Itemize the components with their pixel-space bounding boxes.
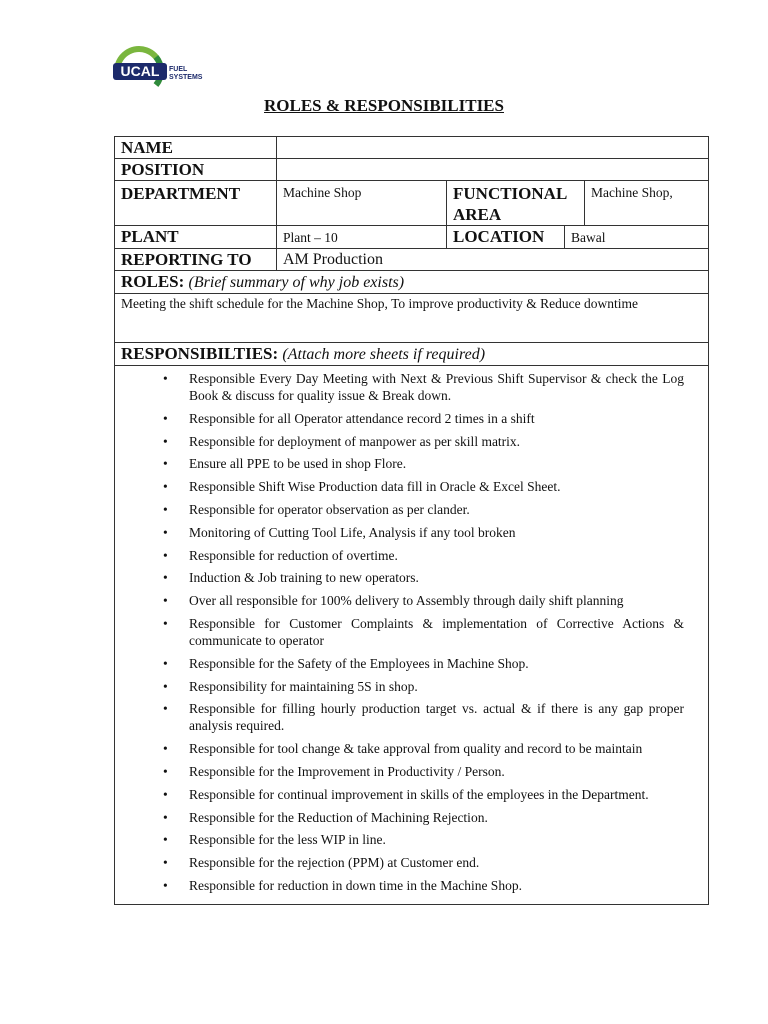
responsibility-text: Induction & Job training to new operators. xyxy=(189,570,419,586)
bullet-icon: • xyxy=(163,501,168,517)
responsibility-text: Responsible for filling hourly production target vs. actual & if there is any gap proper analysis required. xyxy=(189,701,684,734)
location-label: LOCATION xyxy=(447,226,565,249)
responsibility-item xyxy=(163,615,684,649)
responsibility-item xyxy=(163,455,684,472)
bullet-icon: • xyxy=(163,433,168,449)
roles-summary: Meeting the shift schedule for the Machine Shop, To improve productivity & Reduce downtime xyxy=(115,294,709,343)
responsibility-item xyxy=(163,478,684,495)
company-logo xyxy=(112,45,207,97)
responsibility-text: Ensure all PPE to be used in shop Flore. xyxy=(189,456,407,472)
responsibility-text: Responsible for continual improvement in skills of the employees in the Department. xyxy=(189,786,649,802)
department-value: Machine Shop xyxy=(277,181,447,226)
responsibility-text: Monitoring of Cutting Tool Life, Analysis if any tool broken xyxy=(189,524,516,540)
responsibility-text: Responsible for the Safety of the Employees in Machine Shop. xyxy=(189,655,529,671)
functional-area-label: FUNCTIONAL AREA xyxy=(447,181,585,226)
bullet-icon: • xyxy=(163,741,168,757)
bullet-icon: • xyxy=(163,877,168,893)
responsibility-text: Responsible for tool change & take approval from quality and record to be maintain xyxy=(189,741,643,757)
position-value xyxy=(277,159,709,181)
location-value: Bawal xyxy=(565,226,709,249)
responsibility-item xyxy=(163,831,684,848)
responsibility-item xyxy=(163,763,684,780)
responsibility-item xyxy=(163,501,684,518)
responsibility-text: Responsible for the less WIP in line. xyxy=(189,832,386,848)
bullet-icon: • xyxy=(163,371,168,386)
roles-heading-label: ROLES: xyxy=(121,272,185,291)
bullet-icon: • xyxy=(163,570,168,586)
logo-sub-systems: SYSTEMS xyxy=(169,74,203,81)
responsibilities-list xyxy=(115,370,708,904)
responsibility-text: Responsible for Customer Complaints & implementation of Corrective Actions & communicate to operator xyxy=(189,615,684,648)
responsibility-item xyxy=(163,786,684,803)
responsibility-item xyxy=(163,809,684,826)
bullet-icon: • xyxy=(163,786,168,802)
responsibility-text: Responsibility for maintaining 5S in shop. xyxy=(189,678,418,694)
responsibility-item xyxy=(163,740,684,757)
responsibility-item xyxy=(163,854,684,871)
responsibility-item xyxy=(163,877,684,894)
bullet-icon: • xyxy=(163,410,168,426)
responsibilities-heading xyxy=(115,343,709,366)
reporting-to-value: AM Production xyxy=(277,249,709,271)
responsibility-text: Responsible Shift Wise Production data fill in Oracle & Excel Sheet. xyxy=(189,479,561,495)
responsibility-item xyxy=(163,678,684,695)
responsibility-text: Responsible for the Improvement in Productivity / Person. xyxy=(189,763,505,779)
responsibilities-heading-label: RESPONSIBILTIES: xyxy=(121,344,279,363)
responsibility-item xyxy=(163,524,684,541)
bullet-icon: • xyxy=(163,701,168,717)
document-title: ROLES & RESPONSIBILITIES xyxy=(264,96,504,115)
responsibility-item xyxy=(163,410,684,427)
bullet-icon: • xyxy=(163,615,168,631)
logo-sub-fuel: FUEL xyxy=(169,66,188,73)
roles-heading xyxy=(115,271,709,294)
bullet-icon: • xyxy=(163,547,168,563)
name-value xyxy=(277,137,709,159)
position-label: POSITION xyxy=(115,159,277,181)
responsibility-text: Over all responsible for 100% delivery to Assembly through daily shift planning xyxy=(189,593,624,609)
responsibility-text: Responsible for operator observation as per clander. xyxy=(189,501,470,517)
reporting-to-label: REPORTING TO xyxy=(115,249,277,271)
bullet-icon: • xyxy=(163,678,168,694)
bullet-icon: • xyxy=(163,855,168,871)
responsibility-text: Responsible for reduction in down time in the Machine Shop. xyxy=(189,877,522,893)
bullet-icon: • xyxy=(163,655,168,671)
responsibility-item xyxy=(163,433,684,450)
name-label: NAME xyxy=(115,137,277,159)
responsibility-item xyxy=(163,655,684,672)
bullet-icon: • xyxy=(163,832,168,848)
bullet-icon: • xyxy=(163,593,168,609)
functional-area-value: Machine Shop, xyxy=(585,181,709,226)
bullet-icon: • xyxy=(163,456,168,472)
bullet-icon: • xyxy=(163,763,168,779)
responsibility-item xyxy=(163,569,684,586)
logo-wordmark: UCAL xyxy=(120,63,160,79)
department-label: DEPARTMENT xyxy=(115,181,277,226)
bullet-icon: • xyxy=(163,524,168,540)
responsibility-text: Responsible Every Day Meeting with Next & Previous Shift Supervisor & check the Log Book & discuss for quality issue & Break down. xyxy=(189,371,684,403)
bullet-icon: • xyxy=(163,479,168,495)
responsibility-text: Responsible for the Reduction of Machining Rejection. xyxy=(189,809,488,825)
plant-label: PLANT xyxy=(115,226,277,249)
responsibility-item xyxy=(163,370,684,404)
roles-form-table xyxy=(114,136,709,905)
responsibility-item xyxy=(163,592,684,609)
roles-heading-note: (Brief summary of why job exists) xyxy=(188,274,405,291)
responsibility-text: Responsible for the rejection (PPM) at Customer end. xyxy=(189,855,480,871)
plant-value: Plant – 10 xyxy=(277,226,447,249)
bullet-icon: • xyxy=(163,809,168,825)
responsibility-text: Responsible for all Operator attendance record 2 times in a shift xyxy=(189,410,535,426)
responsibility-text: Responsible for reduction of overtime. xyxy=(189,547,398,563)
responsibilities-heading-note: (Attach more sheets if required) xyxy=(282,346,486,363)
responsibility-item xyxy=(163,547,684,564)
responsibility-item xyxy=(163,700,684,734)
responsibility-text: Responsible for deployment of manpower as per skill matrix. xyxy=(189,433,521,449)
responsibilities-cell xyxy=(115,366,709,905)
